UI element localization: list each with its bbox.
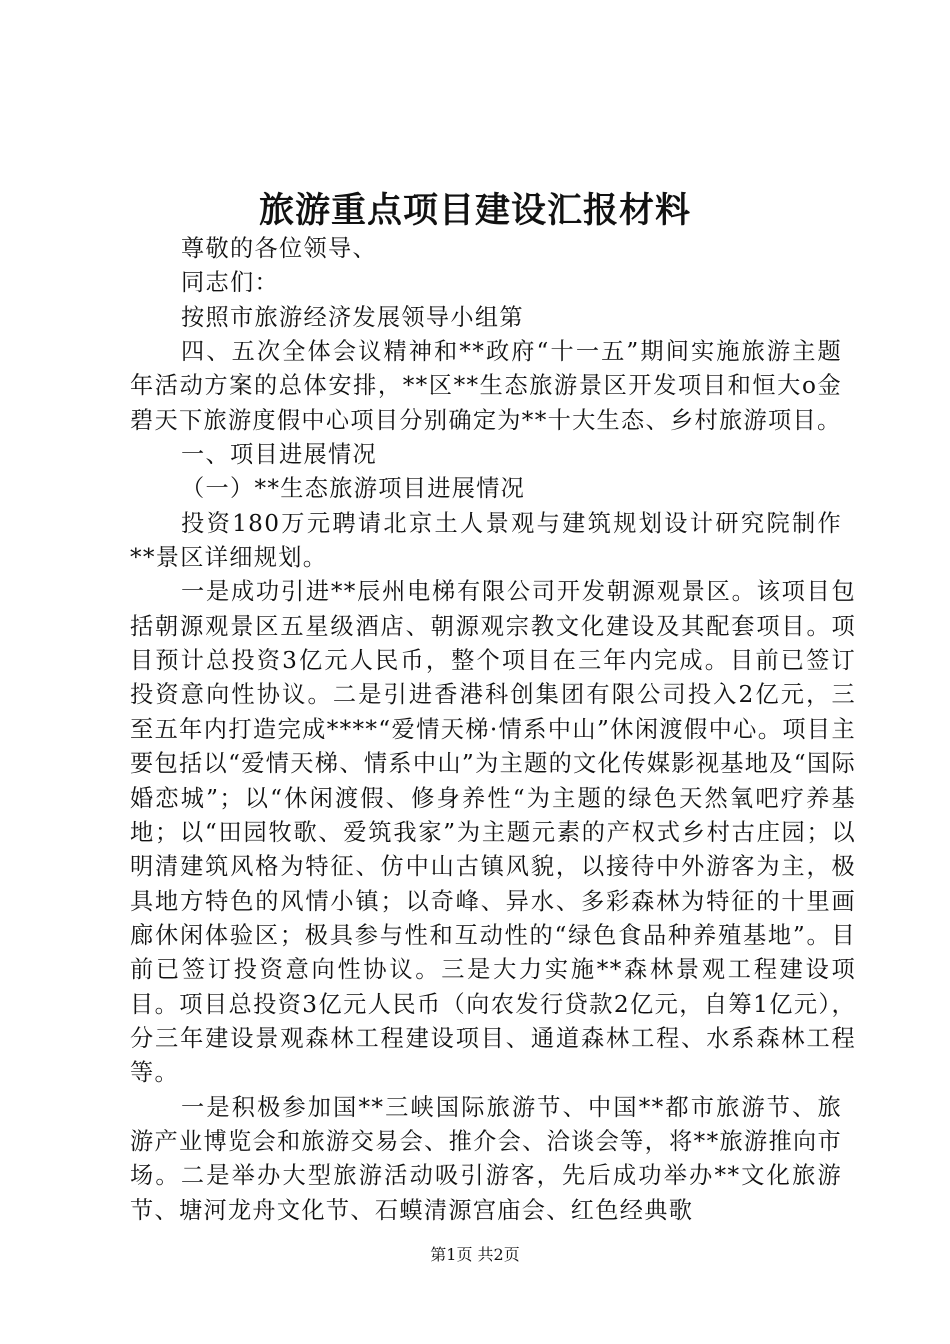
paragraph-intro: 四、五次全体会议精神和**政府“十一五”期间实施旅游主题年活动方案的总体安排，**区**生态旅游景区开发项目和恒大o金碧天下旅游度假中心项目分别确定为**十大生态、乡村旅游项目。 xyxy=(130,338,842,434)
paragraph-promotion: 一是积极参加国**三峡国际旅游节、中国**都市旅游节、旅游产业博览会和旅游交易会、推介会、洽谈会等，将**旅游推向市场。二是举办大型旅游活动吸引游客，先后成功举办**文化旅游节、塘河龙舟文化节、石蟆清源宫庙会、红色经典歌 xyxy=(130,1093,842,1224)
salutation-line-1: 尊敬的各位领导、 xyxy=(181,235,377,262)
paragraph-planning: 投资180万元聘请北京土人景观与建筑规划设计研究院制作**景区详细规划。 xyxy=(130,509,842,572)
document-title: 旅游重点项目建设汇报材料 xyxy=(258,190,691,231)
salutation-line-2: 同志们： xyxy=(181,269,279,297)
page-number-footer: 第1页 共2页 xyxy=(430,1245,520,1264)
paragraph-projects: 一是成功引进**辰州电梯有限公司开发朝源观景区。该项目包括朝源观景区五星级酒店、朝源观宗教文化建设及其配套项目。项目预计总投资3亿元人民币，整个项目在三年内完成。目前已签订投资意向性协议。二是引进香港科创集团有限公司投入2亿元，三至五年内打造完成****“爱情天梯·情系中山”休闲渡假中心。项目主要包括以“爱情天梯、情系中山”为主题的文化传媒影视基地及“国际婚恋城”；以“休闲渡假、修身养性“为主题的绿色天然氧吧疗养基地；以“田园牧歌、爱筑我家”为主题元素的产权式乡村古庄园；以明清建筑风格为特征、仿中山古镇风貌，以接待中外游客为主，极具地方特色的风情小镇；以奇峰、异水、多彩森林为特征的十里画廊休闲体验区；极具参与性和互动性的“绿色食品种养殖基地”。目前已签订投资意向性协议。三是大力实施**森林景观工程建设项目。项目总投资3亿元人民币（向农发行贷款2亿元，自筹1亿元），分三年建设景观森林工程建设项目、通道森林工程、水系森林工程等。 xyxy=(130,578,856,1087)
document-body xyxy=(130,232,856,1228)
paragraph-intro-start: 按照市旅游经济发展领导小组第 xyxy=(181,303,524,331)
subsection-heading: （一）**生态旅游项目进展情况 xyxy=(181,475,526,503)
section-heading: 一、项目进展情况 xyxy=(181,441,377,469)
